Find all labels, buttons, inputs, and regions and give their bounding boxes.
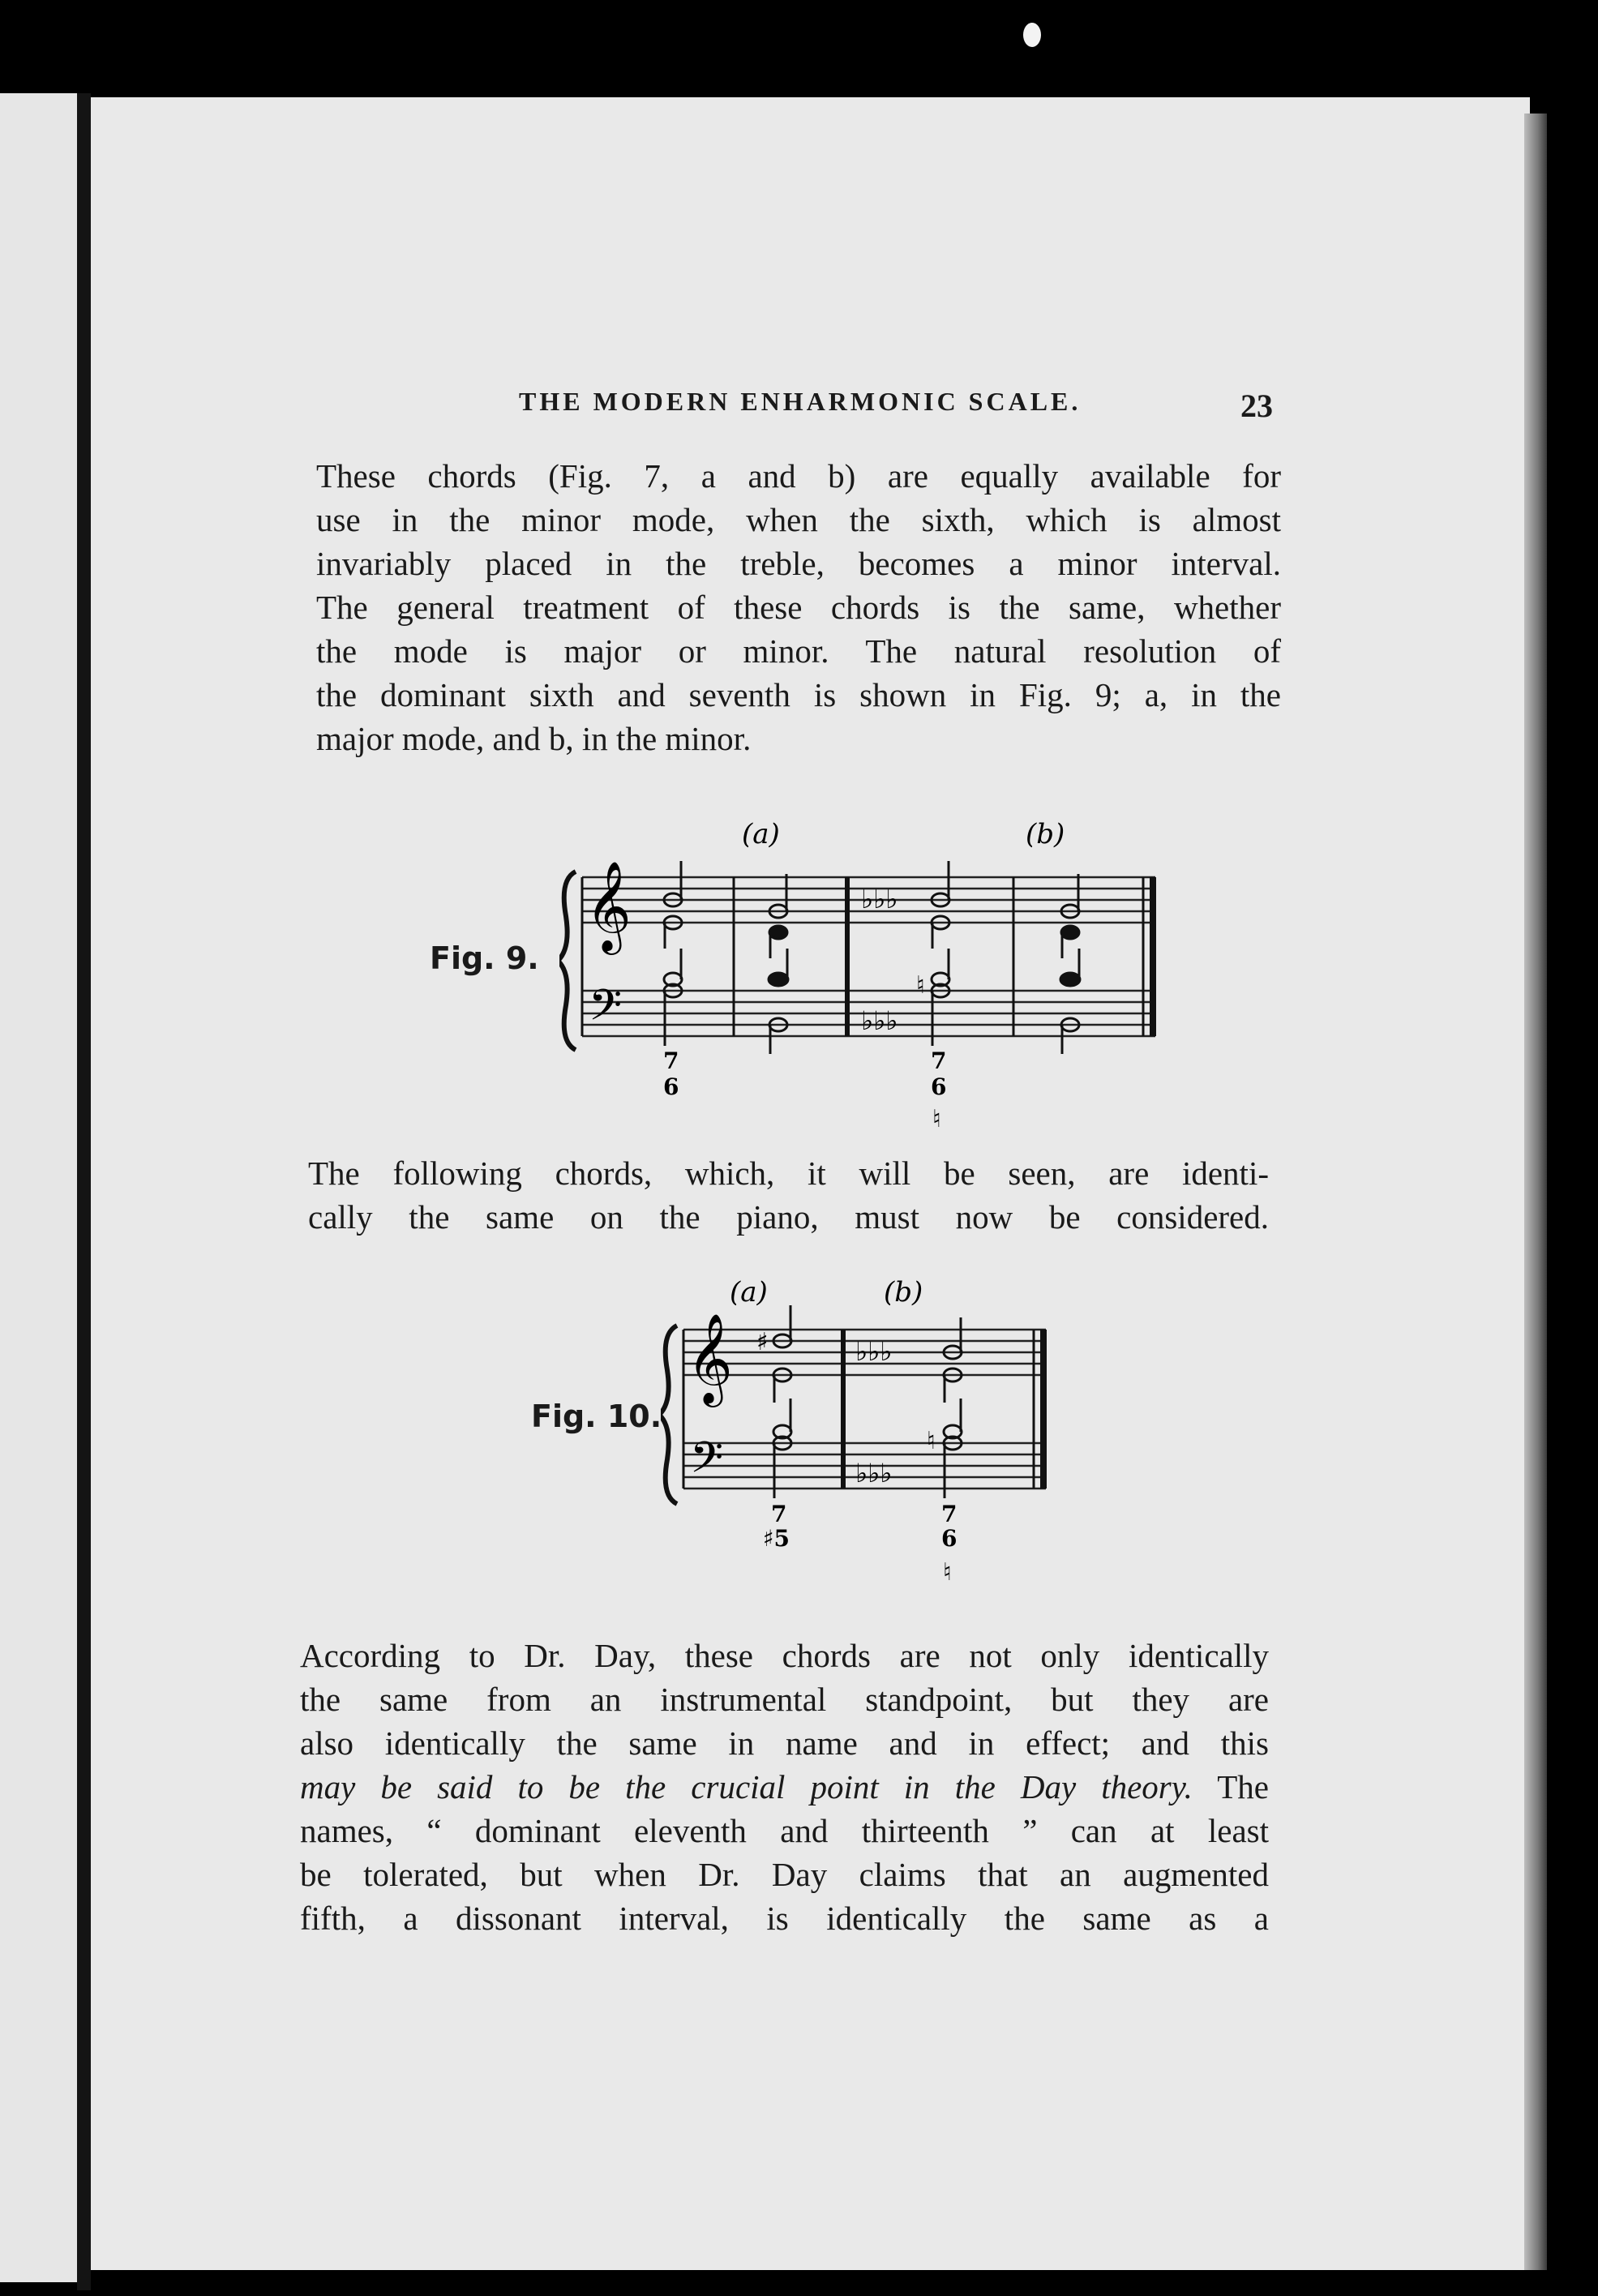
fig10-part-b-label: (b): [884, 1276, 923, 1309]
figure-9-label: Fig. 9.: [430, 940, 539, 976]
fig10-part-a-label: (a): [730, 1276, 768, 1309]
text-line: fifth, a dissonant interval, is identically the same as a: [300, 1900, 1269, 1937]
figure-10-label: Fig. 10.: [531, 1399, 662, 1434]
treble-clef-icon: 𝄞: [585, 860, 632, 951]
paragraph-2: [308, 1151, 1269, 1239]
text-line: the mode is major or minor. The natural resolution of: [316, 632, 1281, 670]
figured-bass: ♯5: [763, 1525, 790, 1552]
figured-bass: ♮: [932, 1105, 941, 1133]
figured-bass: 7: [771, 1501, 787, 1527]
text-fragment: The: [1217, 1768, 1269, 1806]
text-line: also identically the same in name and in effect; and this: [300, 1724, 1269, 1762]
figured-bass: ♮: [943, 1558, 952, 1587]
text-line: These chords (Fig. 7, a and b) are equally available for: [316, 457, 1281, 495]
page-number: 23: [1240, 388, 1273, 424]
figure-9-score: [559, 811, 1176, 1155]
figured-bass: 7: [931, 1047, 947, 1074]
text-line: use in the minor mode, when the sixth, which is almost: [316, 501, 1281, 538]
grand-staff-brace: [559, 872, 576, 1050]
key-signature-flats-bass: ♭♭♭: [855, 1458, 893, 1489]
page-fold-edge: [77, 93, 91, 2290]
text-line: cally the same on the piano, must now be considered.: [308, 1198, 1269, 1236]
text-line: The following chords, which, it will be seen, are identi-: [308, 1154, 1269, 1192]
paragraph-1: [316, 454, 1281, 760]
running-header: [519, 387, 1273, 425]
text-line: names, “ dominant eleventh and thirteenth ” can at least: [300, 1812, 1269, 1849]
text-line: invariably placed in the treble, becomes a minor interval.: [316, 545, 1281, 582]
figured-bass: 7: [663, 1047, 679, 1074]
natural-sign-icon: ♮: [916, 971, 925, 1000]
text-line: The general treatment of these chords is the same, whether: [316, 589, 1281, 626]
bass-clef-icon: 𝄢: [690, 1433, 724, 1493]
fig9-part-b-label: (b): [1026, 818, 1065, 850]
key-signature-flats-bass: ♭♭♭: [861, 1005, 898, 1036]
text-line: According to Dr. Day, these chords are not only identically: [300, 1637, 1269, 1674]
key-signature-flats-treble: ♭♭♭: [855, 1336, 893, 1367]
grand-staff-brace: [661, 1326, 677, 1504]
text-line: the same from an instrumental standpoint, but they are: [300, 1681, 1269, 1718]
figured-bass: 7: [941, 1501, 958, 1527]
sharp-sign-icon: ♯: [756, 1328, 769, 1356]
header-title: THE MODERN ENHARMONIC SCALE.: [519, 387, 1082, 416]
figured-bass: 6: [663, 1073, 679, 1100]
text-line: be tolerated, but when Dr. Day claims that an augmented: [300, 1856, 1269, 1893]
natural-sign-icon: ♮: [927, 1427, 936, 1455]
figured-bass: 6: [941, 1525, 958, 1552]
paragraph-3: [300, 1634, 1269, 1940]
text-line-with-italic: [300, 1765, 1269, 1809]
figured-bass: 6: [931, 1073, 947, 1100]
bass-clef-icon: 𝄢: [589, 981, 623, 1041]
text-line: major mode, and b, in the minor.: [316, 720, 752, 757]
italic-emphasis: may be said to be the crucial point in the Day theory.: [300, 1768, 1193, 1806]
key-signature-flats-treble: ♭♭♭: [861, 884, 898, 915]
treble-clef-icon: 𝄞: [687, 1313, 733, 1403]
text-line: the dominant sixth and seventh is shown in Fig. 9; a, in the: [316, 676, 1281, 713]
page-right-edge: [1524, 114, 1547, 2270]
scan-blot: [1023, 23, 1041, 47]
figure-10-score: [661, 1269, 1066, 1613]
left-page-margin: [0, 93, 77, 2282]
fig9-part-a-label: (a): [742, 818, 780, 850]
